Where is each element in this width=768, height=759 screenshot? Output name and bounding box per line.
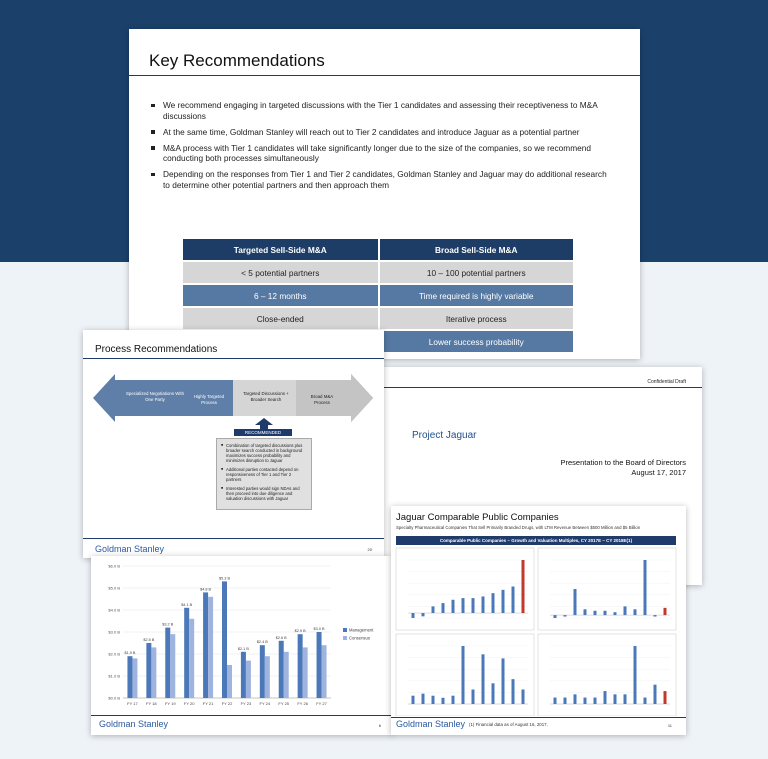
bar-management [317,632,322,698]
y-tick-label: $6.0 B [108,563,120,569]
slide-subtitle: Specialty Pharmaceutical Companies That Sell Primarily Branded Drugs, with LTM Revenue Between $500 Million and $5 Billion [396,525,641,530]
stage-label: Highly Targeted Process [193,394,225,405]
mini-bar [452,696,455,704]
x-tick-label: FY 22 [221,701,233,706]
legend-label: Management [349,627,374,633]
mini-bar [564,698,567,704]
mini-bar [502,658,505,704]
mini-bar [664,691,667,704]
data-label: $2.5 B [143,638,155,642]
table-cell: Lower success probability [379,330,575,353]
data-label: $3.0 B [313,627,325,631]
slide-title: Process Recommendations [95,344,218,355]
note-item: ■ Interested parties would sign NDAs and then proceed into due diligence and valuation discussions with Jaguar [221,486,307,501]
note-item: ■ Combination of targeted discussions plus broader search conducted in background maximizes success probability and minimizes disruption to Jaguar [221,443,307,463]
y-tick-label: $0.0 B [108,695,120,701]
data-label: $3.2 B [162,622,174,627]
data-label: $2.4 B [256,640,268,645]
data-label: $2.1 B [237,646,249,651]
bar-consensus [132,658,137,698]
title-rule [83,358,384,359]
page-number: 11 [667,723,672,728]
list-item: Depending on the responses from Tier 1 and Tier 2 candidates, Goldman Stanley and Jaguar may do additional research to determine other potential partners and then approach them [151,169,611,190]
page-number: 6 [378,723,381,728]
bar-consensus [246,661,251,698]
slide-comparables [391,506,686,735]
mini-bar [522,690,525,705]
bar-management [241,652,246,698]
cover-rule [369,387,702,388]
bar-management [222,581,227,698]
mini-bar [422,694,425,704]
mini-bar [412,696,415,704]
x-tick-label: FY 25 [278,701,290,706]
mini-bar [554,698,557,704]
page-number: 20 [367,547,372,552]
recommended-badge: RECOMMENDED [234,429,292,436]
mini-bar [512,587,515,614]
mini-bar [492,593,495,613]
bar-consensus [227,665,232,698]
footnote: (1) Financial data as of August 16, 2017. [469,722,548,727]
mini-bar [432,606,435,613]
mini-bar [604,611,607,615]
mini-bar [432,696,435,704]
bar-consensus [265,656,270,698]
mini-bar [554,615,557,618]
mini-bar [452,600,455,613]
mini-bar [594,698,597,704]
mini-chart-panel [538,548,676,630]
presentation-title: Presentation to the Board of Directors [560,458,686,467]
bar-management [203,592,208,698]
bar-consensus [303,647,308,698]
bar-management [146,643,151,698]
note-item: ■ Additional parties contacted depend on responsiveness of Tier 1 and Tier 2 partners [221,467,307,482]
table-cell: 10 – 100 potential partners [379,261,575,284]
bar-consensus [322,645,327,698]
table-cell: Time required is highly variable [379,284,575,307]
list-item: We recommend engaging in targeted discussions with the Tier 1 candidates and assessing their receptiveness to M&A discussions [151,100,611,121]
y-tick-label: $1.0 B [108,673,120,679]
mini-bar [644,560,647,615]
mini-bar [604,691,607,704]
bar-consensus [284,652,289,698]
data-label: $2.6 B [275,635,287,640]
mini-bar [512,679,515,704]
y-tick-label: $2.0 B [108,651,120,657]
footer-brand: Goldman Stanley [396,719,466,729]
project-name: Project Jaguar [412,430,477,441]
mini-bar [624,694,627,704]
bar-consensus [208,597,213,698]
stage-label: Broad M&A Process [310,394,334,405]
mini-bar [442,603,445,613]
mini-bar [624,606,627,615]
footer-brand: Goldman Stanley [99,719,169,729]
slide-title: Key Recommendations [149,51,325,70]
mini-bar [574,694,577,704]
x-tick-label: FY 23 [240,701,252,706]
x-tick-label: FY 24 [259,701,271,706]
mini-bar [482,596,485,613]
mini-bar [412,613,415,618]
bar-consensus [170,634,175,698]
mini-bar [502,590,505,613]
revenue-bar-chart [91,556,393,714]
table-cell: Close-ended [183,307,379,330]
legend-label: Consensus [349,635,370,641]
mini-bar [472,690,475,705]
arrow-right-head [351,374,373,422]
recommendation-list [151,100,611,196]
mini-bar [462,598,465,613]
mini-bar [422,613,425,616]
mini-bar [574,589,577,615]
comparables-banner: Comparable Public Companies – Growth and Valuation Multiples, CY 2017E – CY 2018E(1) [396,536,676,545]
bar-management [279,641,284,698]
presentation-date: August 17, 2017 [631,468,686,477]
mini-bar [614,612,617,615]
mini-bar [584,609,587,615]
x-tick-label: FY 19 [164,701,176,706]
data-label: $4.1 B [181,602,193,607]
slide-key-recommendations [129,29,640,359]
mini-bar [594,611,597,615]
footer-rule [83,538,384,539]
footer-rule [91,715,393,716]
x-tick-label: FY 26 [297,701,308,706]
mini-bar [492,683,495,704]
bar-management [127,656,132,698]
bar-consensus [151,647,156,698]
table-cell: 6 – 12 months [183,284,379,307]
stage-label: Targeted Discussions + Broader Search [243,391,289,402]
bar-management [298,634,303,698]
mini-bar [664,608,667,615]
slide-revenue-chart [91,556,393,735]
mini-bar [482,654,485,704]
bar-consensus [189,619,194,698]
table-row [183,307,574,330]
mini-bar [462,646,465,704]
list-item: At the same time, Goldman Stanley will reach out to Tier 2 candidates and introduce Jaguar as a potential partner [151,127,611,138]
x-tick-label: FY 21 [202,701,214,706]
bar-management [165,628,170,698]
legend-swatch [343,628,347,632]
footer-brand: Goldman Stanley [95,544,165,554]
mini-bar [614,694,617,704]
mini-bar [654,615,657,616]
table-row [183,261,574,284]
mini-bar [654,685,657,704]
table-cell: < 5 potential partners [183,261,379,284]
bar-management [184,608,189,698]
data-label: $4.8 B [200,587,212,592]
mini-bar [442,698,445,704]
x-tick-label: FY 20 [183,701,195,706]
x-tick-label: FY 18 [146,701,157,706]
mini-bar [564,615,567,616]
y-tick-label: $5.0 B [108,585,120,591]
comparables-charts [391,546,686,716]
table-header: Targeted Sell-Side M&A [183,239,379,261]
data-label: $2.9 B [294,629,306,634]
data-label: $1.9 B [124,651,136,656]
bar-management [260,645,265,698]
x-tick-label: FY 17 [127,701,138,706]
mini-bar [584,698,587,704]
confidential-label: Confidential Draft [647,379,686,385]
y-tick-label: $3.0 B [108,629,120,635]
x-tick-label: FY 27 [316,701,327,706]
mini-bar [472,598,475,613]
slide-title: Jaguar Comparable Public Companies [396,512,559,523]
mini-bar [522,560,525,613]
legend-swatch [343,636,347,640]
table-header: Broad Sell-Side M&A [379,239,575,261]
list-item: M&A process with Tier 1 candidates will take significantly longer due to the size of the companies, so we recommend conducting both processes simultaneously [151,143,611,164]
table-row [183,284,574,307]
y-tick-label: $4.0 B [108,607,120,613]
mini-bar [644,698,647,704]
notes-box [216,438,312,510]
slide-process-recommendations [83,330,384,558]
stage-label: Specialized Negotiations With One Party [125,391,185,402]
mini-bar [634,646,637,704]
title-rule [129,75,640,76]
table-cell: Iterative process [379,307,575,330]
mini-bar [634,609,637,615]
data-label: $5.3 B [219,576,230,581]
footer-rule [391,717,686,718]
